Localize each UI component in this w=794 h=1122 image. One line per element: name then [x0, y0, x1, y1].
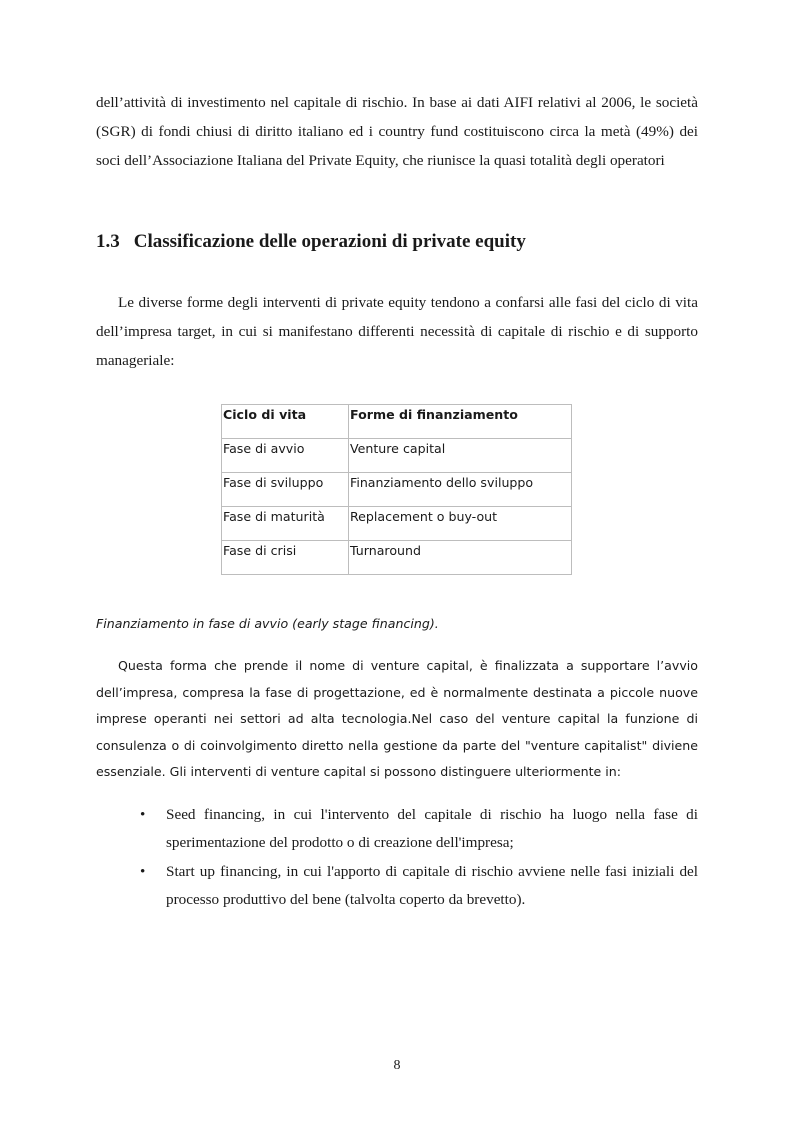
section-heading: [96, 231, 526, 253]
table-row: [222, 541, 572, 575]
list-item-text: Start up financing, in cui l'apporto di capitale di rischio avviene nelle fasi iniziali del processo produttivo del bene (talvolta coperto da brevetto).: [166, 863, 698, 908]
list-item: [140, 801, 698, 857]
body-paragraph: dell’attività di investimento nel capitale di rischio. In base ai dati AIFI relativi al 2006, le società (SGR) di fondi chiusi di diritto italiano ed i country fund costituiscono circa la metà (49%) dei soci dell’Associazione Italiana del Private Equity, che riunisce la quasi totalità degli operatori: [96, 94, 698, 169]
bullet-marker: •: [140, 863, 146, 880]
table-row: [222, 507, 572, 541]
table-row: [222, 473, 572, 507]
page-number: 8: [393, 1058, 401, 1073]
column-header: Forme di finanziamento: [349, 405, 572, 439]
financing-table: [221, 404, 572, 575]
list-item: [140, 858, 698, 914]
table-header-row: [222, 405, 572, 439]
table-cell: Replacement o buy-out: [349, 507, 572, 541]
table-cell: Finanziamento dello sviluppo: [349, 473, 572, 507]
body-paragraph: Le diverse forme degli interventi di private equity tendono a confarsi alle fasi del ciclo di vita dell’impresa target, in cui si manifestano differenti necessità di capitale di rischio e di supporto manageriale:: [96, 294, 698, 369]
table-cell: Venture capital: [349, 439, 572, 473]
body-paragraph: Questa forma che prende il nome di venture capital, è finalizzata a supportare l’avvio dell’impresa, compresa la fase di progettazione, ed è normalmente destinata a piccole nuove imprese operanti nei settori ad alta tecnologia.Nel caso del venture capital la funzione di consulenza o di coinvolgimento diretto nella gestione da parte del "venture capitalist" diviene essenziale. Gli interventi di venture capital si possono distinguere ulteriormente in:: [96, 658, 698, 779]
italic-subheading: Finanziamento in fase di avvio (early stage financing).: [96, 616, 439, 631]
bullet-marker: •: [140, 806, 146, 823]
table-cell: Turnaround: [349, 541, 572, 575]
table-cell: Fase di avvio: [222, 439, 349, 473]
table-cell: Fase di maturità: [222, 507, 349, 541]
table-row: [222, 439, 572, 473]
list-item-text: Seed financing, in cui l'intervento del capitale di rischio ha luogo nella fase di sperimentazione del prodotto o di creazione dell'impresa;: [166, 806, 698, 851]
section-title: Classificazione delle operazioni di private equity: [133, 231, 526, 252]
section-number: 1.3: [96, 231, 120, 252]
bullet-list: [140, 801, 698, 915]
table-cell: Fase di crisi: [222, 541, 349, 575]
table-cell: Fase di sviluppo: [222, 473, 349, 507]
column-header: Ciclo di vita: [222, 405, 349, 439]
